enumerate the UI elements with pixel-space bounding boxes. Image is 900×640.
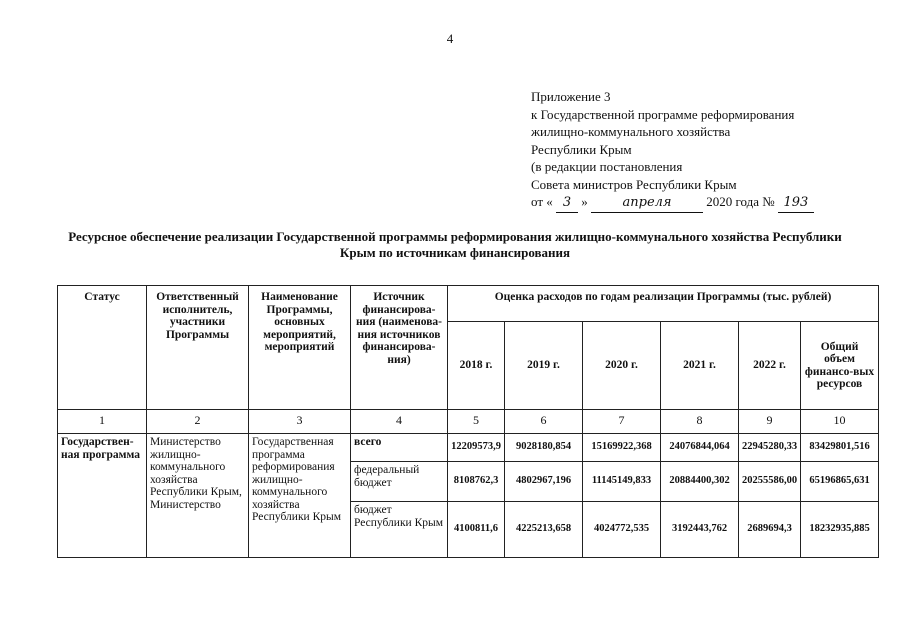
header-year-2018: 2018 г. (448, 322, 505, 410)
value-cell: 12209573,9 (448, 434, 505, 462)
resource-table (57, 285, 879, 558)
source-cell: всего (351, 434, 448, 462)
value-cell: 3192443,762 (661, 502, 739, 558)
decree-number-field: 193 (778, 194, 814, 213)
header-year-2019: 2019 г. (505, 322, 583, 410)
appendix-date-line (531, 193, 814, 213)
column-number: 2 (147, 410, 249, 434)
value-cell: 22945280,33 (739, 434, 801, 462)
header-year-2022: 2022 г. (739, 322, 801, 410)
year-text: 2020 года № (706, 194, 775, 209)
day-field: 3 (556, 194, 578, 213)
value-cell: 4802967,196 (505, 462, 583, 502)
value-cell: 24076844,064 (661, 434, 739, 462)
column-number: 7 (583, 410, 661, 434)
value-cell: 20255586,00 (739, 462, 801, 502)
value-cell: 4225213,658 (505, 502, 583, 558)
value-cell: 83429801,516 (801, 434, 879, 462)
value-cell: 20884400,302 (661, 462, 739, 502)
column-number: 9 (739, 410, 801, 434)
header-status: Статус (58, 286, 147, 410)
source-cell: федеральный бюджет (351, 462, 448, 502)
appendix-line: Совета министров Республики Крым (531, 176, 737, 192)
value-cell: 4100811,6 (448, 502, 505, 558)
column-number: 10 (801, 410, 879, 434)
header-year-2020: 2020 г. (583, 322, 661, 410)
month-field: апреля (591, 194, 703, 213)
header-total: Общий объем финансо-вых ресурсов (801, 322, 879, 410)
appendix-line: Приложение 3 (531, 89, 611, 104)
column-number: 8 (661, 410, 739, 434)
header-executor: Ответственный исполнитель, участники Программы (147, 286, 249, 410)
column-number: 5 (448, 410, 505, 434)
value-cell: 15169922,368 (583, 434, 661, 462)
program-name-cell: Государственная программа реформирования жилищно-коммунального хозяйства Республики Крым (249, 434, 351, 558)
header-year-2021: 2021 г. (661, 322, 739, 410)
status-cell: Государствен-ная программа (58, 434, 147, 558)
appendix-block (531, 88, 814, 213)
value-cell: 11145149,833 (583, 462, 661, 502)
executor-cell: Министерство жилищно-коммунального хозяйства Республики Крым, Министерство (147, 434, 249, 558)
header-source: Источник финансирова-ния (наименова-ния источников финансирова-ния) (351, 286, 448, 410)
table-row (58, 434, 879, 462)
quote-close: » (581, 194, 588, 209)
value-cell: 9028180,854 (505, 434, 583, 462)
value-cell: 2689694,3 (739, 502, 801, 558)
header-estimate: Оценка расходов по годам реализации Программы (тыс. рублей) (448, 286, 879, 322)
column-number: 4 (351, 410, 448, 434)
appendix-line: жилищно-коммунального хозяйства (531, 124, 731, 139)
column-number: 6 (505, 410, 583, 434)
appendix-line: к Государственной программе реформирования (531, 106, 795, 122)
value-cell: 8108762,3 (448, 462, 505, 502)
value-cell: 4024772,535 (583, 502, 661, 558)
column-number: 3 (249, 410, 351, 434)
page-number: 4 (446, 31, 454, 46)
header-name: Наименование Программы, основных мероприятий, мероприятий (249, 286, 351, 410)
from-prefix: от « (531, 194, 553, 209)
source-cell: бюджет Республики Крым (351, 502, 448, 558)
column-number: 1 (58, 410, 147, 434)
value-cell: 65196865,631 (801, 462, 879, 502)
value-cell: 18232935,885 (801, 502, 879, 558)
appendix-line: (в редакции постановления (531, 159, 683, 174)
appendix-line: Республики Крым (531, 141, 632, 157)
document-title: Ресурсное обеспечение реализации Государственной программы реформирования жилищно-коммунального хозяйства Республики Крым по источникам финансирования (68, 229, 842, 260)
